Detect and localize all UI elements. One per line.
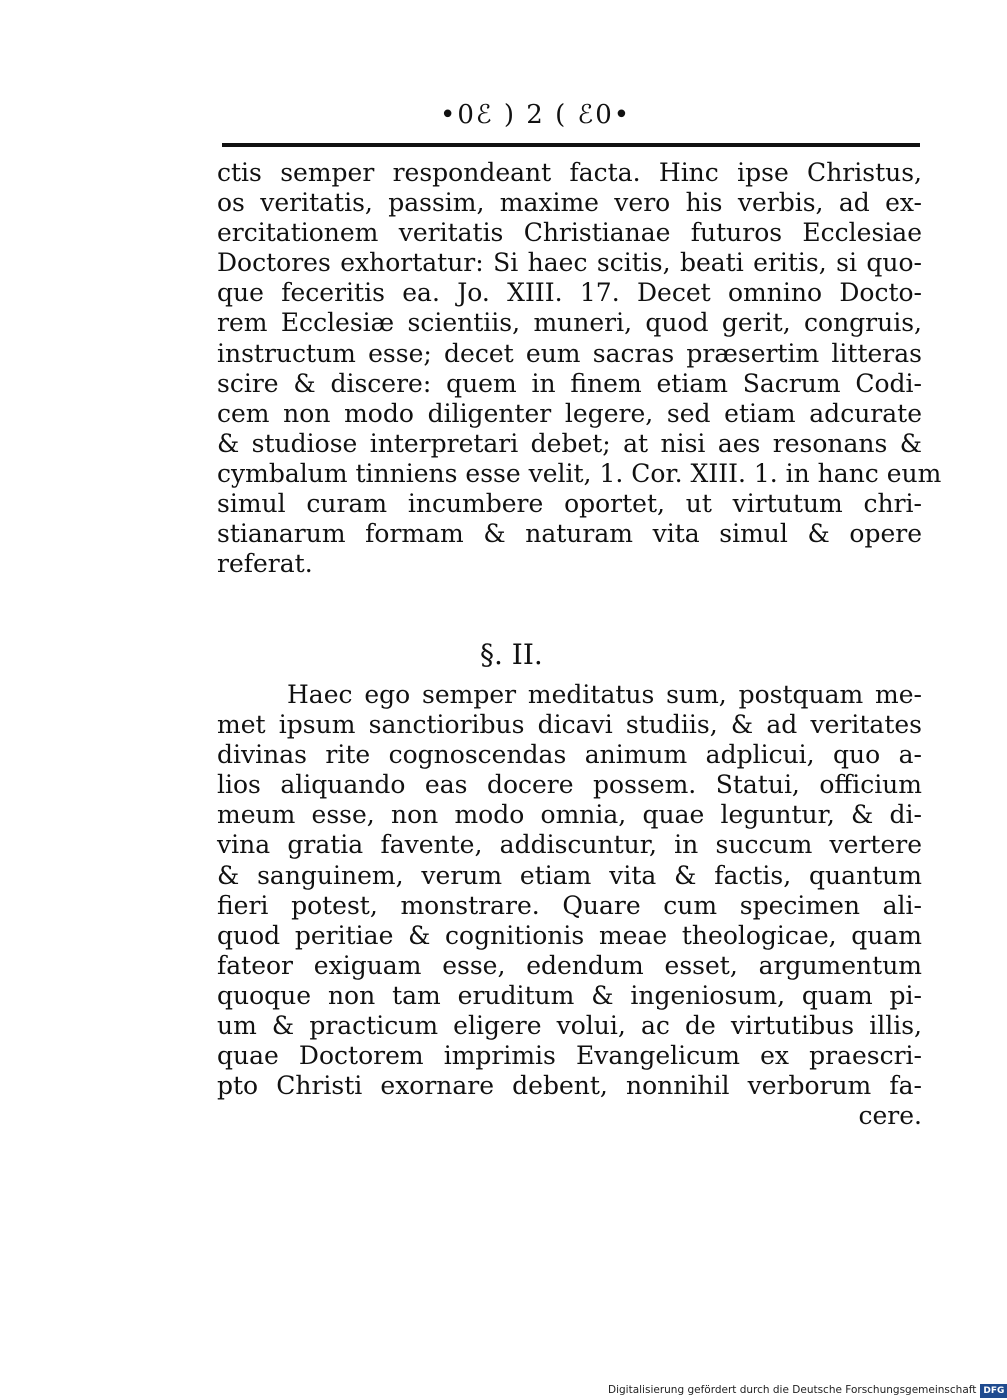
- text-line: & sanguinem, verum etiam vita & factis, quantum: [217, 860, 922, 890]
- paragraph-2: [217, 680, 922, 1131]
- text-line: lios aliquando eas docere possem. Statui, officium: [217, 770, 922, 800]
- text-line: stianarum formam & naturam vita simul & opere: [217, 519, 922, 549]
- page-number-header: •0ℰ ) 2 ( ℰ0•: [440, 100, 632, 130]
- text-line: quae Doctorem imprimis Evangelicum ex praescri-: [217, 1041, 922, 1071]
- text-line: pto Christi exornare debent, nonnihil verborum fa-: [217, 1071, 922, 1101]
- text-line: met ipsum sanctioribus dicavi studiis, & ad veritates: [217, 710, 922, 740]
- dfg-logo-icon: DFG: [980, 1384, 1007, 1398]
- text-line: fateor exiguam esse, edendum esset, argumentum: [217, 950, 922, 980]
- section-heading: §. II.: [480, 638, 543, 671]
- text-line: um & practicum eligere volui, ac de virtutibus illis,: [217, 1011, 922, 1041]
- text-line: cem non modo diligenter legere, sed etiam adcurate: [217, 398, 922, 428]
- text-line: divinas rite cognoscendas animum adplicui, quo a-: [217, 740, 922, 770]
- text-line: cymbalum tinniens esse velit, 1. Cor. XIII. 1. in hanc eum: [217, 458, 942, 488]
- text-line: vina gratia favente, addiscuntur, in succum vertere: [217, 830, 922, 860]
- text-line: fieri potest, monstrare. Quare cum specimen ali-: [217, 890, 922, 920]
- text-line: Doctores exhortatur: Si haec scitis, beati eritis, si quo-: [217, 248, 922, 278]
- credit-text: Digitalisierung gefördert durch die Deutsche Forschungsgemeinschaft: [608, 1384, 977, 1396]
- paragraph-1: [217, 158, 942, 579]
- digitization-credit: [608, 1381, 1005, 1400]
- header-rule: [222, 143, 920, 147]
- text-line: meum esse, non modo omnia, quae leguntur, & di-: [217, 800, 922, 830]
- text-line: ctis semper respondeant facta. Hinc ipse Christus,: [217, 158, 922, 187]
- text-line: scire & discere: quem in finem etiam Sacrum Codi-: [217, 368, 922, 398]
- text-line: cere.: [858, 1101, 922, 1131]
- text-line: Haec ego semper meditatus sum, postquam me-: [287, 680, 922, 709]
- text-line: os veritatis, passim, maxime vero his verbis, ad ex-: [217, 188, 922, 218]
- text-line: quod peritiae & cognitionis meae theologicae, quam: [217, 920, 922, 950]
- text-line: rem Ecclesiæ scientiis, muneri, quod gerit, congruis,: [217, 308, 922, 338]
- text-line: referat.: [217, 549, 313, 579]
- text-line: & studiose interpretari debet; at nisi aes resonans &: [217, 428, 922, 458]
- text-line: quoque non tam eruditum & ingeniosum, quam pi-: [217, 980, 922, 1010]
- text-line: ercitationem veritatis Christianae futuros Ecclesiae: [217, 218, 922, 248]
- text-line: instructum esse; decet eum sacras præsertim litteras: [217, 338, 922, 368]
- text-line: que feceritis ea. Jo. XIII. 17. Decet omnino Docto-: [217, 278, 922, 308]
- text-line: simul curam incumbere oportet, ut virtutum chri-: [217, 489, 922, 519]
